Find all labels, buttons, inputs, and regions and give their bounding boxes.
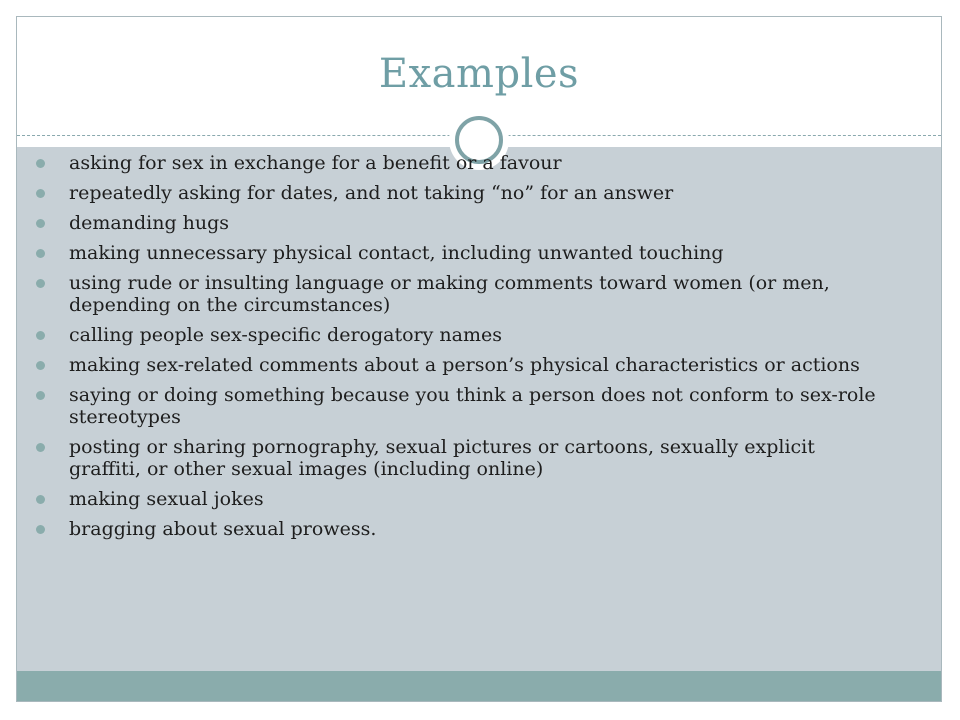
- slide-title: Examples: [378, 51, 580, 97]
- list-item-text: calling people sex-specific derogatory names: [69, 324, 502, 346]
- bullet-dot-icon: [36, 361, 45, 370]
- bullet-dot-icon: [36, 495, 45, 504]
- footer-band: [17, 671, 941, 702]
- bullet-dot-icon: [36, 331, 45, 340]
- bullet-dot-icon: [36, 525, 45, 534]
- bullet-dot-icon: [36, 189, 45, 198]
- bullet-dot-icon: [36, 443, 45, 452]
- list-item: [36, 384, 876, 428]
- list-item: [36, 324, 876, 346]
- list-item-text: demanding hugs: [69, 212, 230, 234]
- list-item-text: making sexual jokes: [69, 488, 264, 510]
- list-item: [36, 272, 876, 316]
- list-item: [36, 518, 876, 540]
- list-item: [36, 436, 876, 480]
- list-item: [36, 488, 876, 510]
- bullet-dot-icon: [36, 249, 45, 258]
- list-item-text: making sex-related comments about a person’s physical characteristics or actions: [69, 354, 860, 376]
- list-item-text: bragging about sexual prowess.: [69, 518, 377, 540]
- bullet-dot-icon: [36, 159, 45, 168]
- bullet-dot-icon: [36, 279, 45, 288]
- list-item-text: posting or sharing pornography, sexual pictures or cartoons, sexually explicit graffiti, or other sexual images (including online): [69, 436, 815, 480]
- list-item-text: using rude or insulting language or making comments toward women (or men, depending on the circumstances): [69, 272, 830, 316]
- list-item: [36, 354, 876, 376]
- list-item-text: repeatedly asking for dates, and not taking “no” for an answer: [69, 182, 674, 204]
- bullet-list: [36, 152, 876, 548]
- list-item-text: saying or doing something because you think a person does not conform to sex-role stereotypes: [69, 384, 876, 428]
- list-item-text: asking for sex in exchange for a benefit or a favour: [69, 152, 562, 174]
- bullet-dot-icon: [36, 391, 45, 400]
- bullet-dot-icon: [36, 219, 45, 228]
- list-item: [36, 242, 876, 264]
- list-item-text: making unnecessary physical contact, including unwanted touching: [69, 242, 724, 264]
- list-item: [36, 182, 876, 204]
- list-item: [36, 152, 876, 174]
- list-item: [36, 212, 876, 234]
